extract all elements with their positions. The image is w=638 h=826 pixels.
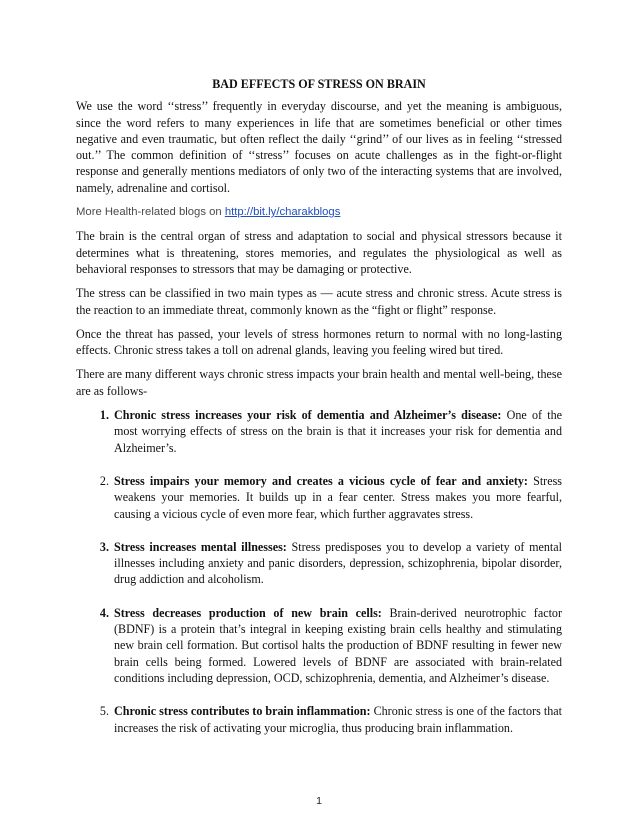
- blogs-link[interactable]: http://bit.ly/charakblogs: [224, 206, 341, 219]
- list-item-text: Stress weakens your memories. It builds up in a fear center. Stress makes you more fearful, causing a vicious cycle of even more fear, which further aggravates stress.: [114, 473, 562, 521]
- list-item: [112, 473, 562, 522]
- list-item-text: Stress predisposes you to develop a variety of mental illnesses including anxiety and panic disorders, depression, schizophrenia, bipolar disorder, drug addiction and alcoholism.: [114, 539, 563, 587]
- more-blogs-label: More Health-related blogs on: [76, 206, 225, 219]
- list-item-heading: Chronic stress increases your risk of dementia and Alzheimer’s disease:: [114, 408, 502, 423]
- effects-list: [76, 407, 562, 736]
- list-item-text: One of the most worrying effects of stress on the brain is that it increases your risk for dementia and Alzheimer’s.: [114, 408, 562, 455]
- list-item-text: Chronic stress is one of the factors that increases the risk of activating your microglia, thus producing brain inflammation.: [114, 704, 562, 735]
- list-item-heading: Chronic stress contributes to brain inflammation:: [114, 704, 371, 719]
- document-title: BAD EFFECTS OF STRESS ON BRAIN: [212, 77, 426, 91]
- more-blogs-line: [76, 204, 562, 220]
- list-item-heading: Stress increases mental illnesses:: [114, 539, 287, 554]
- list-item: [112, 703, 562, 736]
- list-item-heading: Stress decreases production of new brain cells:: [114, 605, 382, 620]
- list-item: [112, 605, 562, 686]
- list-item: [112, 539, 562, 588]
- page-number: 1: [316, 795, 322, 807]
- body-paragraph-stress-types: The stress can be classified in two main types as — acute stress and chronic stress. Acute stress is the reaction to an immediate threat, commonly known as the “fight or flight” response.: [76, 286, 562, 317]
- intro-paragraph: We use the word ‘‘stress’’ frequently in everyday discourse, and yet the meaning is ambiguous, since the word refers to many experiences in life that are sometimes beneficial or other times negative and even traumatic, but often reflect the daily ‘‘grind’’ of our lives as in feeling ‘‘stressed out.’’ The common definition of ‘‘stress’’ focuses on acute challenges as in the fight-or-flight response and generally mentions mediators of only two of the interacting systems that are involved, namely, adrenaline and cortisol.: [76, 99, 562, 195]
- body-paragraph-list-intro: There are many different ways chronic stress impacts your brain health and mental well-being, these are as follows-: [76, 367, 562, 398]
- list-item-text: Brain-derived neurotrophic factor (BDNF) is a protein that’s integral in keeping existing brain cells healthy and stimulating new brain cell formation. But cortisol halts the production of BDNF resulting in fewer new brain cells being formed. Lowered levels of BDNF are associated with brain-related conditions including depression, OCD, schizophrenia, dementia, and Alzheimer’s disease.: [114, 605, 563, 685]
- body-paragraph-threat-passed: Once the threat has passed, your levels of stress hormones return to normal with no long-lasting effects. Chronic stress takes a toll on adrenal glands, leaving you feeling wired but tired.: [76, 326, 562, 358]
- list-item: [112, 407, 562, 456]
- list-item-heading: Stress impairs your memory and creates a vicious cycle of fear and anxiety:: [114, 473, 528, 488]
- body-paragraph-brain-organ: The brain is the central organ of stress and adaptation to social and physical stressors because it determines what is threatening, stores memories, and regulates the physiological as well as behavioral responses to stressors that may be damaging or protective.: [76, 229, 562, 276]
